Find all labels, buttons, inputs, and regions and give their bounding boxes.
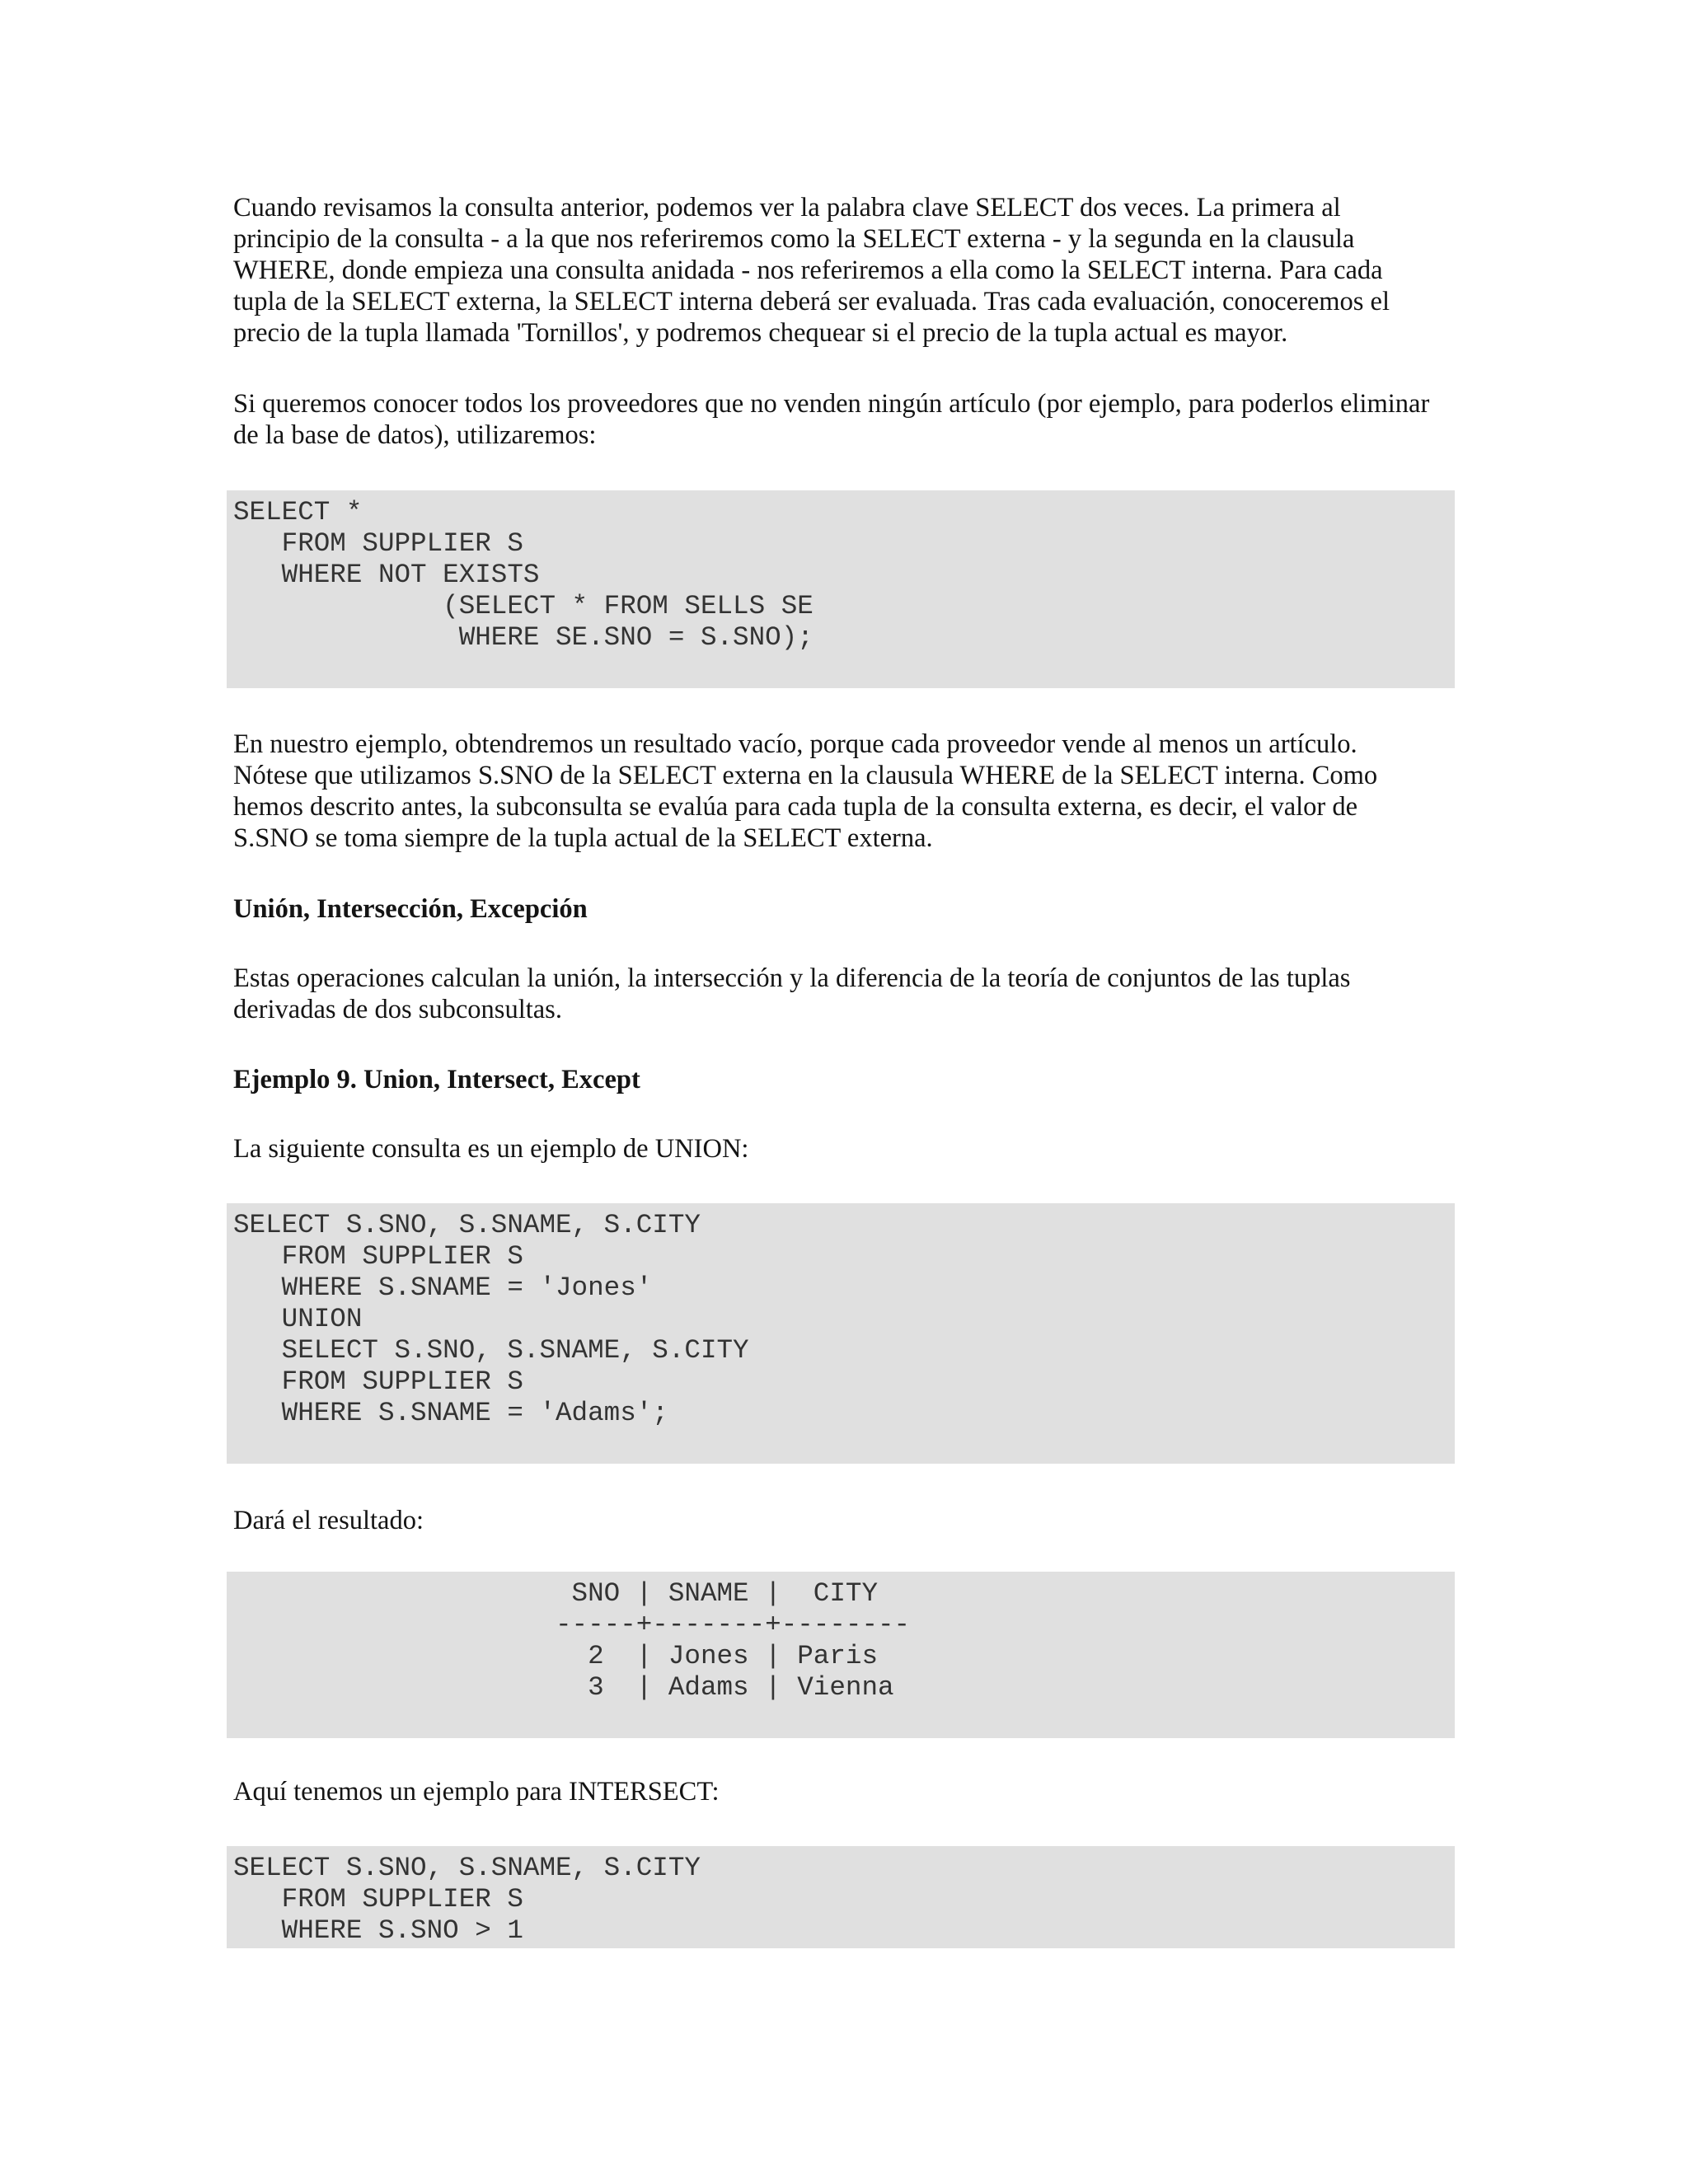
paragraph-not-exists-intro: Si queremos conocer todos los proveedores que no venden ningún artículo (por ejemplo, para poderlos eliminar de la base de datos), utilizaremos: <box>233 389 1430 450</box>
code-line: FROM SUPPLIER S <box>233 528 523 559</box>
section-heading: Unión, Intersección, Excepción <box>233 894 588 924</box>
code-line: UNION <box>233 1304 363 1334</box>
paragraph-union-intro: La siguiente consulta es un ejemplo de UNION: <box>233 1134 749 1164</box>
paragraph-empty-result: En nuestro ejemplo, obtendremos un resultado vacío, porque cada proveedor vende al menos un artículo. Nótese que utilizamos S.SNO de la SELECT externa en la clausula WHERE de la SELECT interna. Como hemos descrito antes, la subconsulta se evalúa para cada tupla de la consulta externa, es decir, el valor de S.SNO se toma siempre de la tupla actual de la SELECT externa. <box>233 729 1378 853</box>
result-row: 2 | Jones | Paris <box>233 1641 879 1671</box>
code-line: WHERE SE.SNO = S.SNO); <box>233 622 814 653</box>
code-line: WHERE S.SNAME = 'Jones' <box>233 1272 653 1303</box>
example-heading: Ejemplo 9. Union, Intersect, Except <box>233 1065 640 1094</box>
code-line: SELECT * <box>233 497 363 527</box>
code-line: SELECT S.SNO, S.SNAME, S.CITY <box>233 1210 701 1240</box>
code-line: FROM SUPPLIER S <box>233 1884 523 1915</box>
code-line: SELECT S.SNO, S.SNAME, S.CITY <box>233 1335 749 1366</box>
paragraph-select-explanation: Cuando revisamos la consulta anterior, podemos ver la palabra clave SELECT dos veces. La primera al principio de la consulta - a la que nos referiremos como la SELECT externa - y la segunda en la clausula WHERE, donde empieza una consulta anidada - nos referiremos a ella como la SELECT interna. Para cada tupla de la SELECT externa, la SELECT interna deberá ser evaluada. Tras cada evaluación, conoceremos el precio de la tupla llamada 'Tornillos', y podremos chequear si el precio de la tupla actual es mayor. <box>233 193 1390 348</box>
result-header-row: SNO | SNAME | CITY <box>233 1578 879 1609</box>
code-line: SELECT S.SNO, S.SNAME, S.CITY <box>233 1853 701 1883</box>
code-line: FROM SUPPLIER S <box>233 1241 523 1272</box>
paragraph-intersect-intro: Aquí tenemos un ejemplo para INTERSECT: <box>233 1777 720 1807</box>
code-line: (SELECT * FROM SELLS SE <box>233 591 814 621</box>
code-line: WHERE NOT EXISTS <box>233 560 540 590</box>
result-row: 3 | Adams | Vienna <box>233 1672 894 1703</box>
paragraph-set-operations: Estas operaciones calculan la unión, la intersección y la diferencia de la teoría de conjuntos de las tuplas derivadas de dos subconsultas. <box>233 963 1351 1024</box>
code-block-intersect <box>227 1846 1455 1948</box>
code-line: FROM SUPPLIER S <box>233 1366 523 1397</box>
code-block-not-exists <box>227 490 1455 688</box>
paragraph-result-intro: Dará el resultado: <box>233 1506 424 1535</box>
code-block-union-result <box>227 1572 1455 1738</box>
result-separator-row: -----+-------+-------- <box>233 1610 911 1640</box>
code-line: WHERE S.SNO > 1 <box>233 1915 523 1946</box>
code-line: WHERE S.SNAME = 'Adams'; <box>233 1398 668 1428</box>
code-block-union <box>227 1203 1455 1464</box>
